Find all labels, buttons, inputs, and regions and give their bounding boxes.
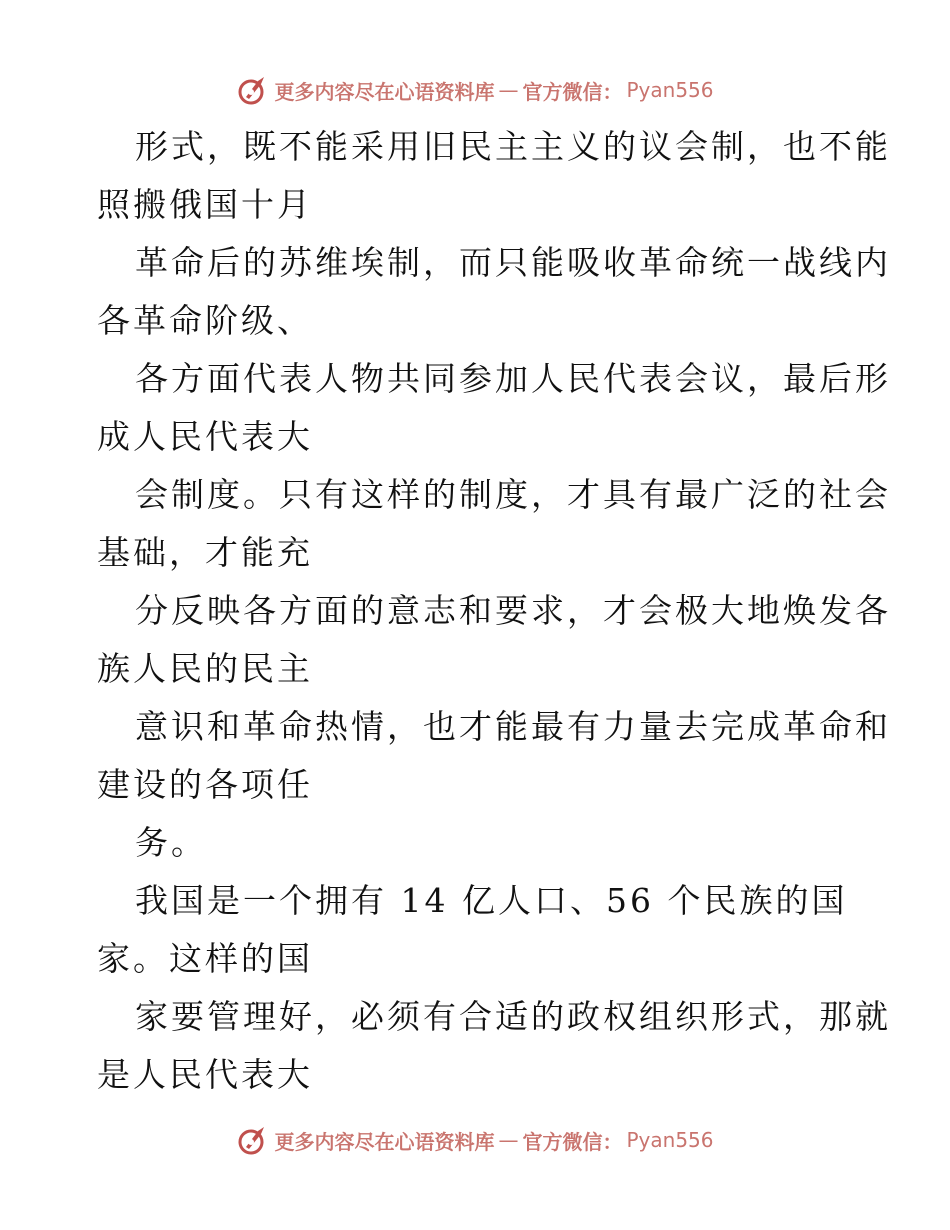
header-wechat-id: Pyan556: [626, 78, 714, 102]
footer-site-text: 更多内容尽在心语资料库: [274, 1129, 495, 1154]
body-line: 建设的各项任: [97, 765, 313, 804]
header-brand: [236, 73, 713, 107]
header-dash: —: [498, 78, 519, 102]
header-wechat-label: 官方微信：: [522, 79, 623, 104]
body-line: 照搬俄国十月: [97, 185, 313, 224]
footer-dash: —: [498, 1128, 519, 1152]
footer-brand: [236, 1123, 713, 1157]
page-header: [0, 70, 950, 110]
body-line: 分反映各方面的意志和要求，才会极大地焕发各: [135, 591, 891, 630]
body-line: 务。: [135, 823, 207, 862]
pen-nib-logo-icon: [236, 73, 270, 107]
body-line: 族人民的民主: [97, 649, 313, 688]
footer-wechat-id: Pyan556: [626, 1128, 714, 1152]
body-line: 基础，才能充: [97, 533, 313, 572]
page-footer: [0, 1120, 950, 1160]
body-line: 形式，既不能采用旧民主主义的议会制，也不能: [135, 127, 891, 166]
body-line: 是人民代表大: [97, 1055, 313, 1094]
body-line: 家。这样的国: [97, 939, 313, 978]
footer-wechat-label: 官方微信：: [522, 1129, 623, 1154]
document-body: [97, 118, 891, 1104]
body-line: 革命后的苏维埃制，而只能吸收革命统一战线内: [135, 243, 891, 282]
body-line: 我国是一个拥有 14 亿人口、56 个民族的国: [135, 881, 848, 920]
pen-nib-logo-icon: [236, 1123, 270, 1157]
body-line: 各方面代表人物共同参加人民代表会议，最后形: [135, 359, 891, 398]
header-site-text: 更多内容尽在心语资料库: [274, 79, 495, 104]
body-line: 家要管理好，必须有合适的政权组织形式，那就: [135, 997, 891, 1036]
body-line: 成人民代表大: [97, 417, 313, 456]
body-line: 意识和革命热情，也才能最有力量去完成革命和: [135, 707, 891, 746]
body-line: 会制度。只有这样的制度，才具有最广泛的社会: [135, 475, 891, 514]
body-line: 各革命阶级、: [97, 301, 313, 340]
